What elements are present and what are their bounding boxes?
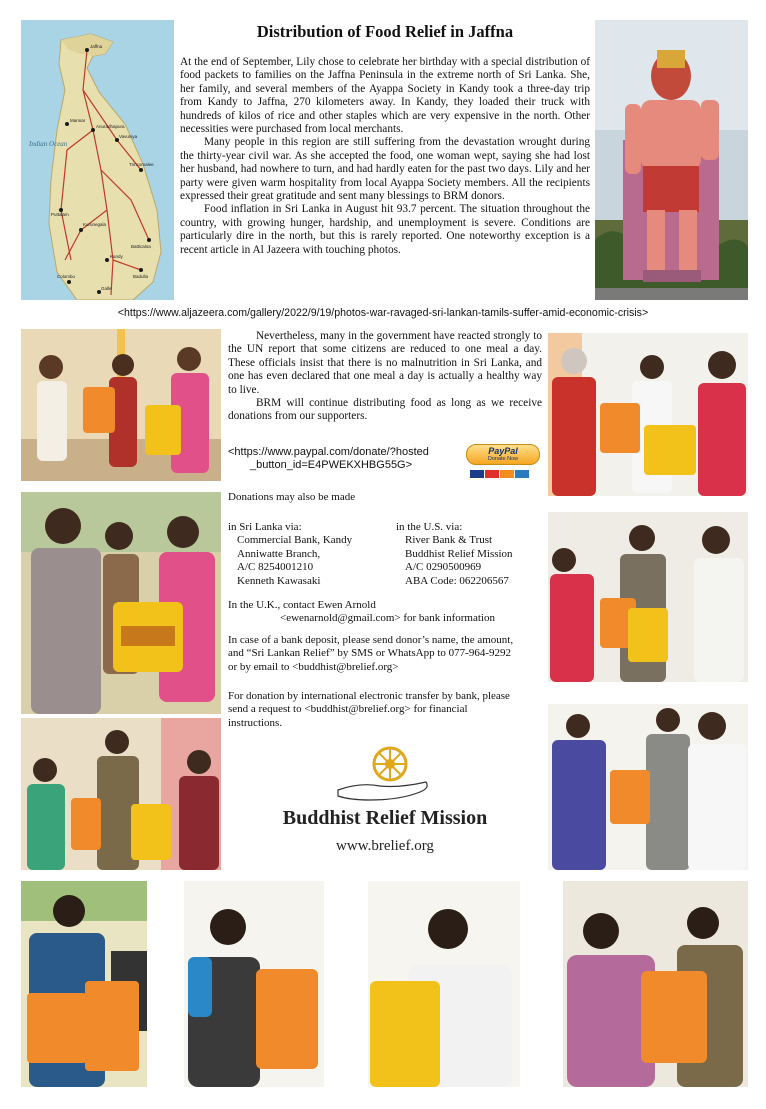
paypal-donate-button[interactable] <box>466 444 538 474</box>
dharma-wheel-logo <box>330 742 440 804</box>
page-title: Distribution of Food Relief in Jaffna <box>256 22 514 41</box>
map-city-kandy: Kandy <box>110 254 123 259</box>
brm-website[interactable]: www.brelief.org <box>336 838 434 854</box>
paypal-url-line-2: _button_id=E4PWEKXHBG55G> <box>250 459 413 471</box>
us-bank-details <box>396 521 546 588</box>
sri-lanka-line: Kenneth Kawasaki <box>237 574 321 587</box>
paypal-badge-logo: PayPal <box>488 446 518 456</box>
card-logos-icon <box>470 465 534 473</box>
sri-lanka-heading: in Sri Lanka via: <box>228 521 302 533</box>
map-city-vavuniya: Vavuniya <box>119 134 138 139</box>
distribution-photo <box>548 333 748 496</box>
map-city-jaffna: Jaffna <box>90 44 103 49</box>
us-line: ABA Code: 062206567 <box>405 574 509 587</box>
middle-paragraph-1: Nevertheless, many in the government have reacted strongly to the UN report that some citizens are reduced to one meal a day. These officials insist that there is no malnutrition in Sri Lanka, and one has even declared that one meal a day is actually a healthy way to live. <box>228 330 542 396</box>
uk-contact-line-2: <ewenarnold@gmail.com> for bank information <box>280 612 495 625</box>
map-city-anuradhapura: Anuradhapura <box>96 124 125 129</box>
intro-paragraph-1: At the end of September, Lily chose to celebrate her birthday with a special distribution of food packets to families on the Jaffna Peninsula in the extreme north of Sri Lanka. She, her family, and several members of the Ayappa Society in Kandy took a three-day trip from Kandy to Jaffna, 270 kilometers away. In Kandy, they loaded their truck with hundreds of kilos of rice and other staples which are very expensive in the north. Other necessities were purchased from local merchants. <box>180 56 590 136</box>
open-hand-icon <box>338 782 427 800</box>
map-city-puttalam: Puttalam <box>51 212 69 217</box>
sri-lanka-bank-details <box>228 521 388 588</box>
paypal-url-line-1: <https://www.paypal.com/donate/?hosted <box>228 446 429 458</box>
donations-intro: Donations may also be made <box>228 491 356 503</box>
deposit-instructions: In case of a bank deposit, please send donor’s name, the amount, and “Sri Lankan Relief” by SMS or WhatsApp to 077-964-9292 or by email to <buddhist@brelief.org> <box>228 634 514 673</box>
intro-text <box>180 56 590 257</box>
uk-contact-line-1: In the U.K., contact Ewen Arnold <box>228 599 376 611</box>
map-city-mannar: Mannar <box>70 118 86 123</box>
map-city-trincomalee: Trincomalee <box>129 162 154 167</box>
paypal-badge-subtext: Donate Now <box>487 456 519 462</box>
map-city-badulla: Badulla <box>133 274 149 279</box>
intro-paragraph-3: Food inflation in Sri Lanka in August hit 93.7 percent. The situation throughout the country, with growing hunger, hardship, and unemployment is severe. Conditions are particularly dire in the north, but this is rarely reported. One noteworthy exception is a recent article in Al Jazeera with touching photos. <box>180 203 590 256</box>
distribution-photo <box>184 881 324 1087</box>
hanuman-statue-photo <box>595 20 748 300</box>
us-line: River Bank & Trust <box>405 534 493 547</box>
middle-paragraph-2: BRM will continue distributing food as long as we receive donations from our supporters. <box>228 397 542 423</box>
sri-lanka-line: Anniwatte Branch, <box>237 547 321 560</box>
aljazeera-link[interactable]: <https://www.aljazeera.com/gallery/2022/9/19/photos-war-ravaged-sri-lankan-tamils-suffer-amid-economic-crisis> <box>117 307 649 319</box>
paypal-link[interactable] <box>228 446 464 472</box>
distribution-photo <box>21 329 221 481</box>
distribution-photo <box>563 881 748 1087</box>
distribution-photo <box>368 881 520 1087</box>
us-line: Buddhist Relief Mission <box>405 547 513 560</box>
brm-name: Buddhist Relief Mission <box>282 807 488 829</box>
us-heading: in the U.S. via: <box>396 521 463 533</box>
distribution-photo <box>21 492 221 714</box>
distribution-photo <box>21 718 221 870</box>
middle-text <box>228 330 542 424</box>
sri-lanka-line: Commercial Bank, Kandy <box>237 534 353 547</box>
map-city-colombo: Colombo <box>57 274 76 279</box>
transfer-instructions: For donation by international electronic transfer by bank, please send a request to <buddhist@brelief.org> for financial instructions. <box>228 690 510 729</box>
intro-paragraph-2: Many people in this region are still suffering from the devastation wrought during the thirty-year civil war. As she accepted the food, one woman wept, saying she had lost her husband, had nowhere to turn, and had hardly eaten for the past two days. Lily and her party were given warm hospitality from local Ayappa Society members. All the recipients expressed their great gratitude and sent many blessings to BRM donors. <box>180 136 590 203</box>
distribution-photo <box>21 881 147 1087</box>
map-city-galle: Galle <box>101 286 112 291</box>
us-line: A/C 0290500969 <box>405 561 482 574</box>
uk-contact <box>228 599 548 626</box>
sri-lanka-map <box>21 20 174 300</box>
distribution-photo <box>548 704 748 870</box>
map-city-batticaloa: Batticaloa <box>131 244 151 249</box>
dharma-wheel-icon <box>374 748 406 780</box>
distribution-photo <box>548 512 748 682</box>
sri-lanka-line: A/C 8254001210 <box>237 561 314 574</box>
map-city-kurunegala: Kurunegala <box>83 222 107 227</box>
map-sea-label: Indian Ocean <box>29 140 68 148</box>
